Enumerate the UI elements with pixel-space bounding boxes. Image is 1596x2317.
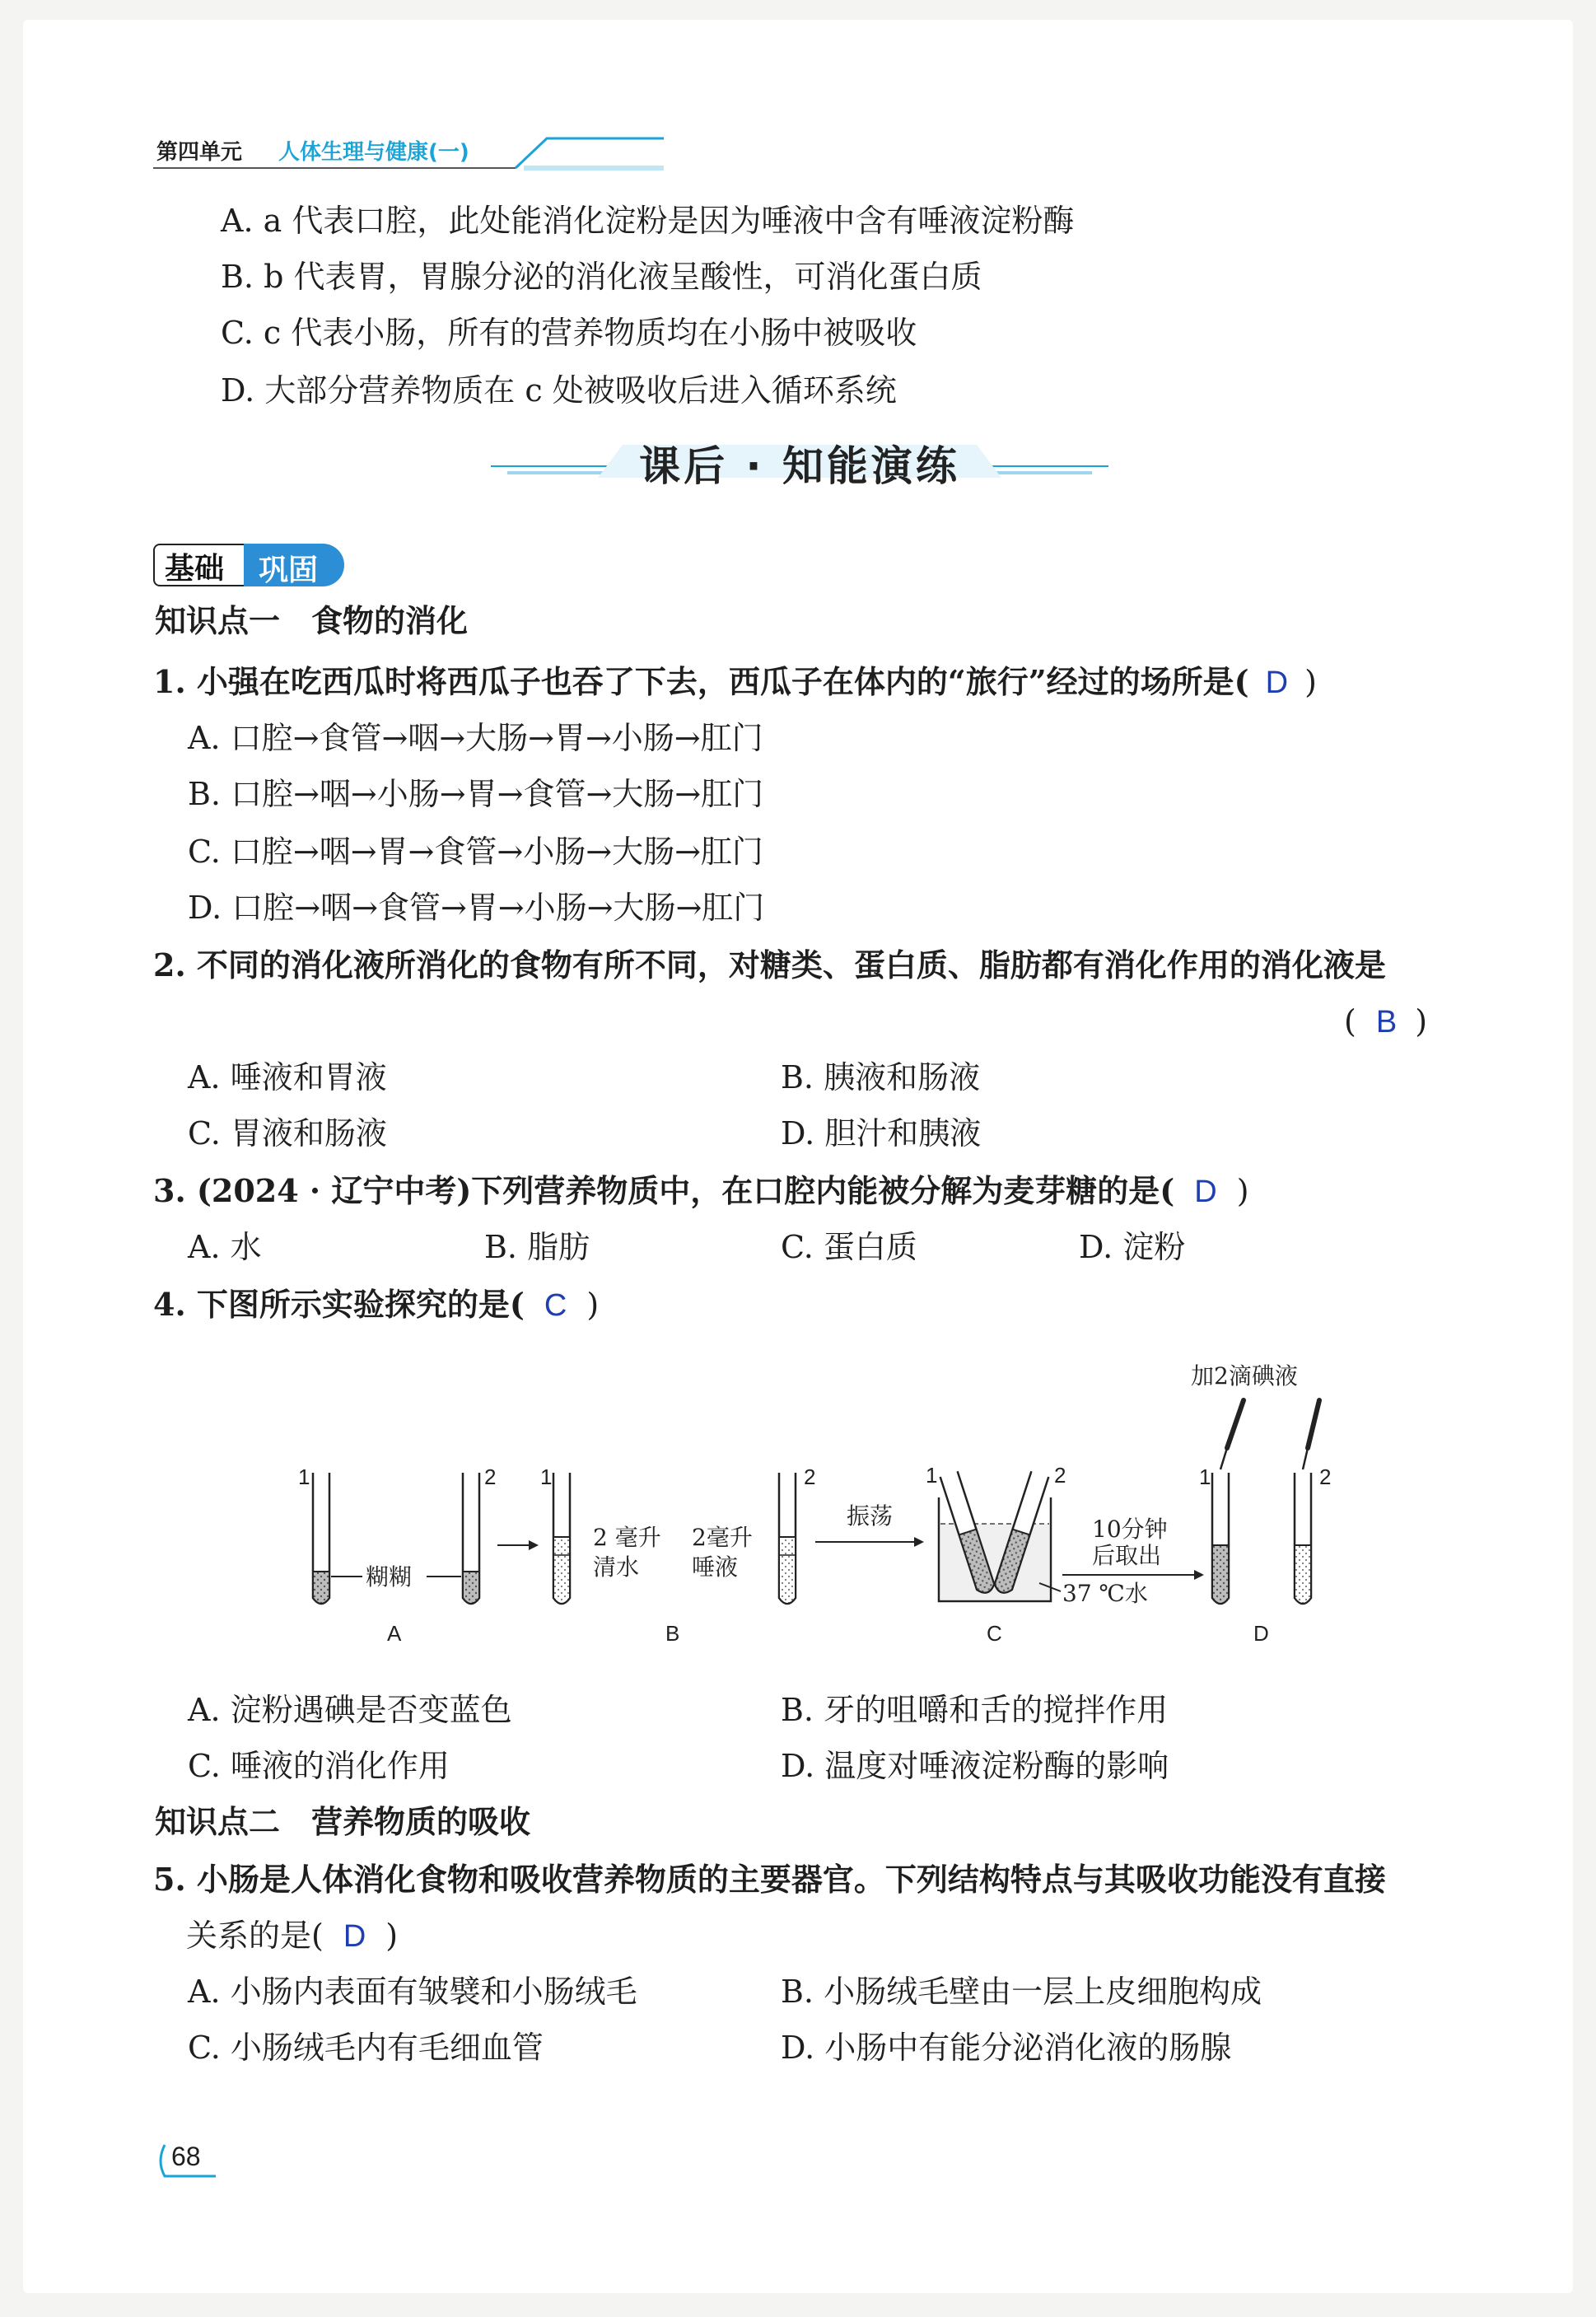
experiment-figure (280, 1351, 1351, 1664)
step-d-label: D (1253, 1621, 1269, 1646)
question-2-answer-bracket (1344, 1002, 1427, 1042)
time-label: 10分钟 (1092, 1516, 1168, 1543)
q5-option-c: C. 小肠绒毛内有毛细血管 (188, 2030, 544, 2066)
question-2-stem: 2. 不同的消化液所消化的食物有所不同，对糖类、蛋白质、脂肪都有消化作用的消化液是 (153, 946, 1386, 983)
unit-label: 第四单元 (156, 140, 243, 165)
q5-option-d: D. 小肠中有能分泌消化液的肠腺 (781, 2030, 1232, 2066)
question-5-stem-line-2: 关系的是( (186, 1918, 324, 1954)
q4-option-c: C. 唾液的消化作用 (188, 1748, 450, 1784)
step-b-tube-1-label: 1 (540, 1464, 553, 1489)
step-c-label: C (987, 1621, 1002, 1646)
question-2-open: ( (1344, 1003, 1356, 1039)
q1-option-a: A. 口腔→食管→咽→大肠→胃→小肠→肛门 (188, 720, 763, 756)
q3-option-d: D. 淀粉 (1079, 1229, 1186, 1265)
step-a-tube-2-label: 2 (484, 1464, 497, 1489)
step-c-tube-1-label: 1 (926, 1463, 938, 1488)
badge-right-text: 巩固 (259, 554, 319, 587)
step-b-tube-2-label: 2 (804, 1464, 816, 1489)
question-5-stem-line-1: 5. 小肠是人体消化食物和吸收营养物质的主要器官。下列结构特点与其吸收功能没有直接 (153, 1861, 1386, 1898)
q3-option-c: C. 蛋白质 (781, 1229, 917, 1265)
q4-option-a: A. 淀粉遇碘是否变蓝色 (188, 1692, 512, 1728)
step-a-tube-1-label: 1 (298, 1464, 310, 1489)
dropper-icon (1220, 1400, 1244, 1469)
water-amount-label: 2 毫升 (593, 1524, 661, 1551)
question-3-answer: D (1194, 1175, 1217, 1209)
q2-option-c: C. 胃液和肠液 (188, 1115, 387, 1151)
q4-option-d: D. 温度对唾液淀粉酶的影响 (781, 1748, 1169, 1784)
banner-title: 课后 · 知能演练 (639, 442, 960, 490)
q3-option-a: A. 水 (188, 1229, 262, 1265)
prev-option-a: A. a 代表口腔，此处能消化淀粉是因为唾液中含有唾液淀粉酶 (221, 203, 1075, 239)
q2-option-a: A. 唾液和胃液 (188, 1059, 387, 1095)
question-1-answer: D (1265, 666, 1289, 700)
section-banner (491, 430, 1108, 491)
take-out-label: 后取出 (1092, 1542, 1162, 1569)
header-rule (153, 132, 680, 173)
q2-option-b: B. 胰液和肠液 (781, 1059, 981, 1095)
question-5-answer: D (343, 1919, 366, 1954)
q2-option-d: D. 胆汁和胰液 (781, 1115, 982, 1151)
question-4-stem: 4. 下图所示实验探究的是( (153, 1286, 525, 1323)
step-b-tubes (540, 1464, 815, 1646)
question-2-answer: B (1375, 1005, 1398, 1039)
step-d-tube-2-label: 2 (1319, 1464, 1332, 1489)
step-a-tubes (298, 1464, 496, 1646)
knowledge-point-2: 知识点二 营养物质的吸收 (155, 1804, 531, 1840)
prev-option-c: C. c 代表小肠，所有的营养物质均在小肠中被吸收 (221, 315, 917, 351)
question-3-stem: 3. (2024 · 辽宁中考)下列营养物质中，在口腔内能被分解为麦芽糖的是( (153, 1172, 1175, 1209)
step-d-tubes (1191, 1362, 1331, 1646)
running-header (156, 132, 667, 173)
q1-option-d: D. 口腔→咽→食管→胃→小肠→大肠→肛门 (188, 890, 765, 926)
step-a-label: A (387, 1621, 402, 1646)
saliva-amount-label: 2毫升 (692, 1524, 753, 1551)
page-number: 68 (171, 2142, 201, 2171)
temperature-label: 37 ℃水 (1062, 1580, 1148, 1607)
q4-option-b: B. 牙的咀嚼和舌的搅拌作用 (781, 1692, 1169, 1728)
saliva-label: 唾液 (692, 1553, 739, 1581)
prev-option-b: B. b 代表胃，胃腺分泌的消化液呈酸性，可消化蛋白质 (221, 259, 982, 295)
q1-option-c: C. 口腔→咽→胃→食管→小肠→大肠→肛门 (188, 834, 763, 870)
q3-option-b: B. 脂肪 (484, 1229, 590, 1265)
q5-option-a: A. 小肠内表面有皱襞和小肠绒毛 (188, 1974, 637, 2010)
question-2-close: ) (1415, 1003, 1428, 1039)
step-c-tube-2-label: 2 (1054, 1463, 1066, 1488)
unit-title: 人体生理与健康(一) (278, 140, 469, 165)
question-5-close: ) (385, 1918, 399, 1954)
q5-option-b: B. 小肠绒毛壁由一层上皮细胞构成 (781, 1974, 1262, 2010)
question-5-line-2 (186, 1916, 398, 1956)
step-b-label: B (665, 1621, 680, 1646)
question-4-close: ) (586, 1287, 600, 1323)
knowledge-point-1: 知识点一 食物的消化 (155, 603, 469, 639)
step-d-tube-1-label: 1 (1199, 1464, 1211, 1489)
dropper-icon (1303, 1400, 1319, 1469)
section-badge (153, 544, 346, 586)
question-4-answer: C (544, 1288, 567, 1323)
question-3 (153, 1171, 1249, 1212)
question-4 (153, 1285, 599, 1325)
question-1 (153, 662, 1317, 703)
page-number-block (153, 2140, 219, 2181)
paste-label: 糊糊 (366, 1563, 413, 1591)
question-3-close: ) (1236, 1173, 1249, 1209)
water-label: 清水 (593, 1553, 640, 1581)
q1-option-b: B. 口腔→咽→小肠→胃→食管→大肠→肛门 (188, 776, 764, 812)
iodine-label: 加2滴碘液 (1191, 1362, 1298, 1390)
shake-label: 振荡 (847, 1502, 894, 1530)
badge-left-text: 基础 (165, 552, 225, 586)
question-1-close: ) (1304, 664, 1317, 700)
question-1-stem: 1. 小强在吃西瓜时将西瓜子也吞了下去，西瓜子在体内的“旅行”经过的场所是( (153, 663, 1249, 700)
prev-option-d: D. 大部分营养物质在 c 处被吸收后进入循环系统 (221, 372, 897, 409)
